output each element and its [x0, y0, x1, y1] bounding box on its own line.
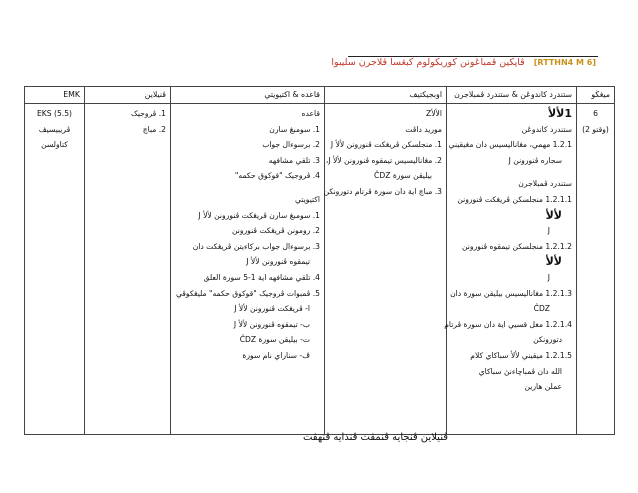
- objective-line: 1. منجلسکن ڤريڠکت ڤنورونن ﻷﻷ J: [330, 140, 442, 150]
- table-header-row: [25, 87, 615, 104]
- method-line: 3. تلقي مشافهه: [268, 155, 320, 165]
- method-line: ت- بيليقن سورة ĈDZ: [239, 335, 310, 345]
- header-standard: ستندرد کاندوڠن & ستندرد ڤمبلاجرن: [447, 87, 577, 104]
- standard-line: ﻷﻷ: [545, 208, 562, 222]
- standard-line: سجاره ڤنورونن J: [508, 155, 562, 165]
- standard-line: 1.2.1 مهمي، مڠاناليسيس دان مڠيقيني: [448, 140, 572, 150]
- cell-kemahiran: [85, 104, 171, 435]
- method-line: 5. ڤمبوات ڤروجيک "قوکوق حکمه" مليڠکوڤي: [175, 288, 320, 298]
- emk-line: EKS (5.5): [36, 109, 72, 118]
- emk-line: ڤريبيسيڤ: [38, 124, 71, 134]
- header-kemahiran: ڤنيلاين: [85, 87, 171, 104]
- cell-minggu: [577, 104, 615, 435]
- header-objektif: اوبجيکتيف: [325, 87, 447, 104]
- lesson-plan-table: [24, 86, 615, 435]
- standard-line: عملن هارين: [524, 382, 562, 392]
- standard-line: 1.2.1.5 ميقيني ﻷﻷ سباکاي کلام: [470, 350, 572, 360]
- method-line: 4. تلقي مشافهه اية 1-5 سورة العلق: [203, 272, 320, 282]
- method-line: 2. رومونن ڤريڠکت ڤنورونن: [231, 226, 320, 236]
- method-line: تيمقوه ڤنورونن ﻷﻷ J: [246, 257, 310, 267]
- method-line: ڤ- سناراي نام سورة: [242, 350, 310, 360]
- assessment-line: 1. ڤروجيک: [131, 109, 166, 118]
- emk-line: کتاولسن: [41, 140, 68, 150]
- header-kaedah: قاعده & اکتيويتي: [171, 87, 325, 104]
- standard-line: دتورونکن: [533, 335, 562, 345]
- week-number: 6: [593, 109, 598, 118]
- standard-line: J: [547, 226, 550, 236]
- standard-line: 1.2.1.4 مغل قسيي اية دان سورة ڤرتام: [444, 319, 572, 329]
- standard-line: 1ﻷﻷ: [547, 107, 572, 120]
- standard-line: ĈDZ: [533, 304, 550, 314]
- method-line: 3. برسوءال جواب برکاءيتن ڤريڠکت دان: [192, 241, 320, 251]
- method-line: ب- تيمقوه ڤنورونن ﻷﻷ J: [233, 319, 310, 329]
- standard-line: ستندرد ڤمبلاجرن: [518, 179, 572, 189]
- cell-kaedah: [171, 104, 325, 435]
- cell-emk: [25, 104, 85, 435]
- header-minggu: ميڠڬو: [577, 87, 615, 104]
- spacer: [175, 184, 320, 192]
- method-line: ا- ڤريڠکت ڤنورونن ﻷﻷ J: [234, 304, 310, 314]
- objective-line: 3. مباچ اية دان سورة ڤرتام دتورونکن: [323, 186, 442, 196]
- method-line: 1. سومبڠ سارن: [269, 124, 320, 134]
- document-title: ڤاڽکين ڤمباڠونن کوريکولوم کبڠسا ڤلاجرن سليبوا: [331, 57, 525, 68]
- footer-text: ڤنيلاين ڤنجايه ڤنمڤت ڤندايه ڤنهڤت: [302, 432, 448, 443]
- document-header: [331, 57, 596, 68]
- standard-line: ﻷﻷ: [545, 255, 562, 269]
- cell-standard: [444, 104, 577, 435]
- standard-line: الله دان ڤمباچاءنڽ سباکاي: [478, 366, 562, 376]
- method-line: 2. برسوءال جواب: [262, 140, 320, 150]
- method-line: 1. سومبڠ سارن ڤريڠکت ڤنورونن ﻷﻷ J: [198, 210, 320, 220]
- standard-line: 1.2.1.1 منجلسکن ڤريڠکت ڤنورونن: [457, 194, 572, 204]
- standard-line: 1.2.1.2 منجلسکن تيمقوه ڤنورونن: [462, 241, 572, 251]
- document-code: [RTTHN4 M 6]: [533, 58, 596, 67]
- method-line: اکتيويتي: [295, 194, 320, 204]
- spacer: [451, 168, 572, 176]
- objective-line: 2. مڠاناليسيس تيمقوه ڤنورونن ﻷﻷ J،: [325, 155, 442, 165]
- objective-line: اﻷﻷZ: [426, 109, 442, 118]
- assessment-line: 2. مباچ: [142, 124, 166, 134]
- cell-objektif: [325, 104, 447, 435]
- method-line: 4. ڤروجيک "قوکوق حکمه": [234, 171, 320, 181]
- week-duration: (2 وقتو): [582, 124, 609, 134]
- objective-line: بيليقن سورة ĈDZ: [374, 171, 432, 181]
- method-line: قاعده: [301, 109, 320, 118]
- standard-line: J: [547, 272, 550, 282]
- standard-line: ستندرد کاندوڠن: [521, 124, 572, 134]
- standard-line: 1.2.1.3 مڠاناليسيس بيليقن سورة دان: [450, 288, 572, 298]
- header-emk: EMK: [25, 87, 85, 104]
- objective-line: موريد داڤت: [405, 124, 442, 134]
- table-row: [25, 104, 615, 435]
